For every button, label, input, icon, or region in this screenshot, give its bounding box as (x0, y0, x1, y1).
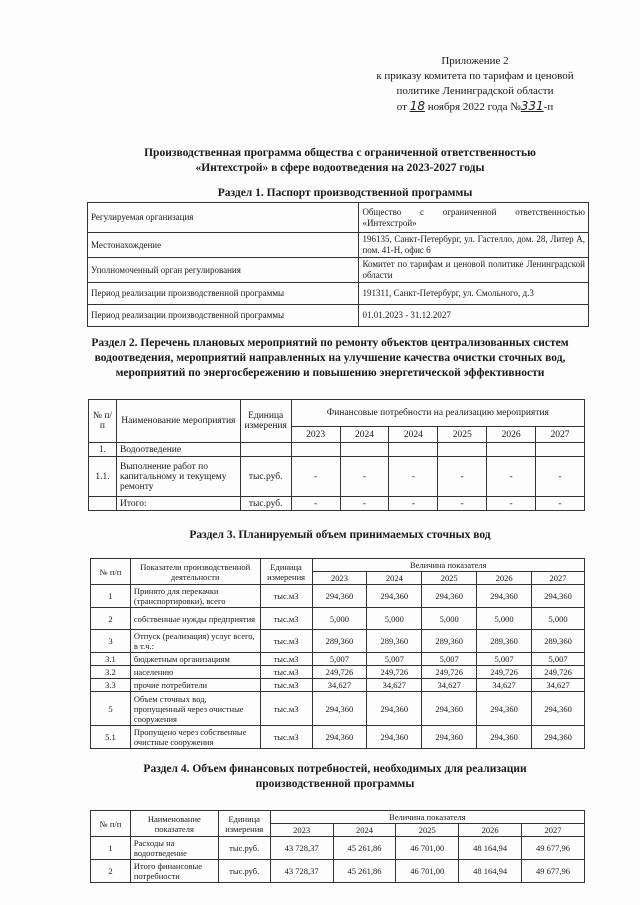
row-value: 5,007 (532, 653, 585, 666)
row-value: 294,360 (477, 726, 532, 749)
row-value: 289,360 (367, 630, 422, 653)
row-value: 45 261,86 (333, 860, 396, 883)
row-value: 34,627 (312, 679, 367, 692)
year-header: 2024 (340, 427, 389, 443)
row-unit: тыс.м3 (260, 585, 312, 608)
row-name: Отпуск (реализация) услуг всего, в т.ч.: (130, 630, 260, 653)
col-name: Наименование мероприятия (116, 400, 240, 443)
row-value: 34,627 (422, 679, 477, 692)
row-value: 294,360 (477, 692, 532, 726)
year-header: 2024 (389, 427, 438, 443)
table-row (91, 860, 585, 883)
row-unit: тыс.м3 (260, 726, 312, 749)
row-name: Итого финансовые потребности (130, 860, 218, 883)
table-row (91, 585, 585, 608)
row-num: 2 (91, 608, 131, 630)
row-num (89, 497, 117, 511)
annex-line-4: от 18 ноября 2022 года №331-п (396, 99, 554, 113)
table-row (89, 443, 585, 457)
row-num: 3.1 (91, 653, 131, 666)
row-num: 1.1. (89, 457, 117, 497)
row-value: 5,007 (477, 653, 532, 666)
annex-block (360, 54, 590, 115)
year-header: 2023 (312, 572, 367, 585)
row-value: 294,360 (312, 692, 367, 726)
col-unit: Единица измерения (260, 559, 312, 585)
passport-label: Период реализации производственной программы (88, 305, 359, 327)
table-row (91, 726, 585, 749)
row-value: 289,360 (422, 630, 477, 653)
passport-value: Общество с ограниченной ответственностью «Интехстрой» (359, 203, 589, 233)
col-num: № п/п (91, 559, 131, 585)
row-value: 5,000 (312, 608, 367, 630)
row-name: Пропущено через собственные очистные сооружения (130, 726, 260, 749)
row-unit: тыс.м3 (260, 692, 312, 726)
passport-row (88, 203, 589, 233)
handwritten-number: 331 (520, 99, 544, 113)
row-value: 5,007 (367, 653, 422, 666)
row-name: Итого: (116, 497, 240, 511)
table-row (91, 692, 585, 726)
row-value: 48 164,94 (459, 860, 522, 883)
year-header: 2023 (291, 427, 340, 443)
year-header: 2026 (477, 572, 532, 585)
row-num: 1. (89, 443, 117, 457)
row-name: населению (130, 666, 260, 679)
annex-line-2: к приказу комитета по тарифам и ценовой (376, 70, 574, 82)
row-value: 5,000 (477, 608, 532, 630)
row-value: 294,360 (312, 585, 367, 608)
row-unit: тыс.руб. (218, 837, 270, 860)
row-value: 46 701,00 (396, 837, 459, 860)
passport-label: Уполномоченный орган регулирования (88, 258, 359, 283)
section-1-title: Раздел 1. Паспорт производственной программы (217, 187, 473, 199)
year-header: 2024 (333, 824, 396, 837)
row-value: - (291, 497, 340, 511)
row-value (487, 443, 536, 457)
row-value: 45 261,86 (333, 837, 396, 860)
year-header: 2026 (459, 824, 522, 837)
passport-row (88, 258, 589, 283)
annex-line-3: политике Ленинградской области (396, 85, 554, 97)
row-value: 249,726 (477, 666, 532, 679)
row-value (340, 443, 389, 457)
row-num: 3 (91, 630, 131, 653)
table-row (91, 666, 585, 679)
col-unit: Единица измерения (218, 811, 270, 837)
row-value: - (438, 457, 487, 497)
row-unit: тыс.м3 (260, 608, 312, 630)
row-value (536, 443, 585, 457)
row-value: 294,360 (422, 585, 477, 608)
handwritten-day: 18 (409, 99, 425, 113)
row-unit: тыс.м3 (260, 666, 312, 679)
passport-table (87, 202, 589, 327)
row-value: - (340, 457, 389, 497)
row-value (291, 443, 340, 457)
row-value: - (536, 457, 585, 497)
year-header: 2027 (522, 824, 585, 837)
row-num: 5 (91, 692, 131, 726)
passport-label: Местонахождение (88, 233, 359, 258)
row-value (389, 443, 438, 457)
row-value: 5,007 (422, 653, 477, 666)
row-unit: тыс.м3 (260, 679, 312, 692)
annex-line-1: Приложение 2 (441, 55, 509, 67)
table-row (91, 653, 585, 666)
row-value: 294,360 (532, 692, 585, 726)
col-name: Наименование показателя (130, 811, 218, 837)
row-value: - (340, 497, 389, 511)
row-name: Выполнение работ по капитальному и текущему ремонту (116, 457, 240, 497)
passport-row (88, 233, 589, 258)
row-value: 34,627 (477, 679, 532, 692)
row-unit: тыс.руб. (240, 457, 291, 497)
col-values: Величина показателя (312, 559, 584, 572)
table-row (91, 679, 585, 692)
row-value: 294,360 (367, 585, 422, 608)
wastewater-volume-table (90, 558, 585, 749)
row-name: Объем сточных вод, пропущенный через очистные сооружения (130, 692, 260, 726)
year-header: 2025 (438, 427, 487, 443)
row-value: 249,726 (532, 666, 585, 679)
row-name: Расходы на водоотведение (130, 837, 218, 860)
row-value: 5,000 (532, 608, 585, 630)
year-header: 2027 (536, 427, 585, 443)
row-value: 249,726 (312, 666, 367, 679)
document-title: Производственная программа общества с ограниченной ответственностью «Интехстрой» в сфере водоотведения на 2023-2027 годы (144, 147, 536, 174)
row-value: 5,000 (422, 608, 477, 630)
row-unit (240, 443, 291, 457)
row-value: 294,360 (477, 585, 532, 608)
table-row (89, 457, 585, 497)
passport-label: Регулируемая организация (88, 203, 359, 233)
col-num: № п/п (89, 400, 117, 443)
row-value: - (389, 497, 438, 511)
row-name: Водоотведение (116, 443, 240, 457)
col-num: № п/п (91, 811, 131, 837)
row-value: 34,627 (367, 679, 422, 692)
row-value: 249,726 (422, 666, 477, 679)
row-value: - (389, 457, 438, 497)
col-name: Показатели производственной деятельности (130, 559, 260, 585)
year-header: 2026 (487, 427, 536, 443)
passport-value: 196135, Санкт-Петербург, ул. Гастелло, дом. 28, Литер А, пом. 41-Н, офис 6 (359, 233, 589, 258)
row-value: 43 728,37 (270, 837, 333, 860)
row-value: - (438, 497, 487, 511)
row-value (438, 443, 487, 457)
row-value: 294,360 (312, 726, 367, 749)
row-name: Принято для перекачки (транспортировки), всего (130, 585, 260, 608)
row-value: 48 164,94 (459, 837, 522, 860)
table-row (91, 630, 585, 653)
section-3-title: Раздел 3. Планируемый объем принимаемых сточных вод (189, 529, 491, 541)
year-header: 2027 (532, 572, 585, 585)
row-value: 49 677,96 (522, 860, 585, 883)
row-unit: тыс.руб. (240, 497, 291, 511)
row-name: прочие потребители (130, 679, 260, 692)
table-row (91, 837, 585, 860)
row-unit: тыс.м3 (260, 653, 312, 666)
row-name: бюджетным организациям (130, 653, 260, 666)
row-value: 49 677,96 (522, 837, 585, 860)
row-value: 5,007 (312, 653, 367, 666)
row-value: 294,360 (532, 585, 585, 608)
section-2-title: Раздел 2. Перечень плановых мероприятий по ремонту объектов централизованных систем водоотведения, мероприятий направленных на улучшение качества очистки сточных вод, мероприятий по энергосбережению и повышению энергетической эффективности (91, 337, 569, 379)
row-unit: тыс.руб. (218, 860, 270, 883)
row-value: 289,360 (312, 630, 367, 653)
row-value: 294,360 (422, 692, 477, 726)
year-header: 2025 (422, 572, 477, 585)
year-header: 2025 (396, 824, 459, 837)
passport-row (88, 283, 589, 305)
row-value: - (487, 497, 536, 511)
col-unit: Единица измерения (240, 400, 291, 443)
row-value: 294,360 (422, 726, 477, 749)
row-num: 3.3 (91, 679, 131, 692)
table-row (91, 608, 585, 630)
row-value: 289,360 (477, 630, 532, 653)
passport-value: 01.01.2023 - 31.12.2027 (359, 305, 589, 327)
row-name: собственные нужды предприятия (130, 608, 260, 630)
measures-table (88, 399, 585, 511)
passport-value: Комитет по тарифам и ценовой политике Ленинградской области (359, 258, 589, 283)
row-value: 46 701,00 (396, 860, 459, 883)
year-header: 2024 (367, 572, 422, 585)
financial-needs-table (90, 810, 585, 883)
col-values: Величина показателя (270, 811, 584, 824)
row-num: 1 (91, 585, 131, 608)
section-4-title: Раздел 4. Объем финансовых потребностей, необходимых для реализации производственной программы (143, 763, 527, 790)
row-value: - (291, 457, 340, 497)
passport-value: 191311, Санкт-Петербург, ул. Смольного, д.3 (359, 283, 589, 305)
year-header: 2023 (270, 824, 333, 837)
table-row (89, 497, 585, 511)
row-num: 2 (91, 860, 131, 883)
col-fin: Финансовые потребности на реализацию мероприятия (291, 400, 584, 427)
row-value: 5,000 (367, 608, 422, 630)
row-value: - (536, 497, 585, 511)
row-value: 249,726 (367, 666, 422, 679)
row-value: 289,360 (532, 630, 585, 653)
row-value: 294,360 (532, 726, 585, 749)
passport-row (88, 305, 589, 327)
row-num: 3.2 (91, 666, 131, 679)
row-num: 5.1 (91, 726, 131, 749)
row-value: 294,360 (367, 726, 422, 749)
row-value: 34,627 (532, 679, 585, 692)
row-unit: тыс.м3 (260, 630, 312, 653)
row-num: 1 (91, 837, 131, 860)
passport-label: Период реализации производственной программы (88, 283, 359, 305)
row-value: - (487, 457, 536, 497)
row-value: 43 728,37 (270, 860, 333, 883)
row-value: 294,360 (367, 692, 422, 726)
